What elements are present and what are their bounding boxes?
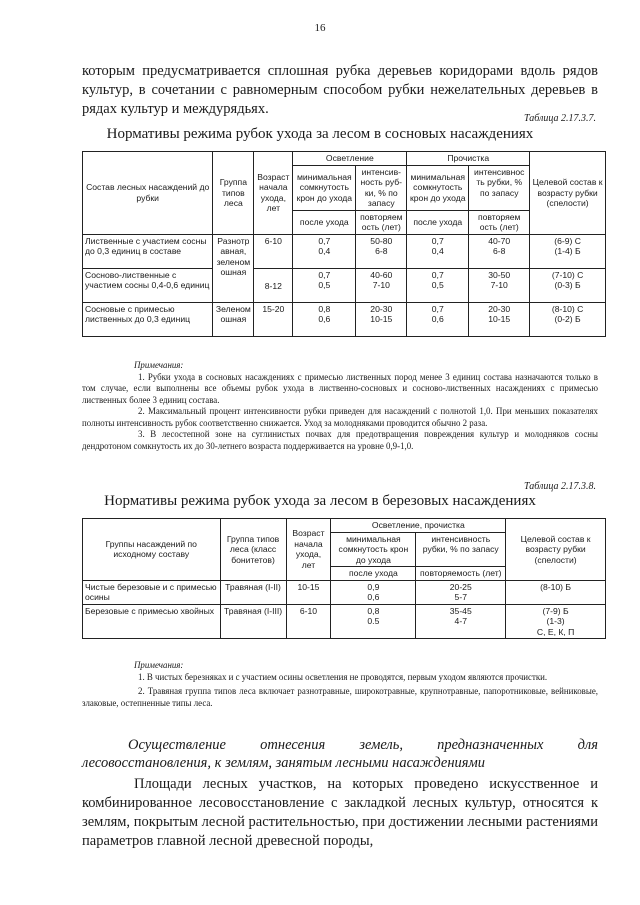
table1-cell-c-after: 0,5 [431, 280, 444, 290]
table1-cell-l-rep: 7-10 [372, 280, 390, 290]
section-heading-line-2: лесовосстановления, к землям, занятым лесными насаждениями [82, 755, 486, 771]
table2-cell-rep: 4-7 [454, 616, 467, 626]
table1-cell-li [356, 234, 407, 268]
table1-cell-group: Зеленом ошная [213, 302, 254, 336]
table1-cell-c [407, 234, 469, 268]
table1-header-composition: Состав лесных насаждений до рубки [83, 152, 213, 235]
table2-label: Таблица 2.17.3.8. [524, 481, 596, 492]
table1-cell-l [293, 268, 356, 302]
table2-cell-group: Чистые березовые и с примесью осины [83, 580, 221, 604]
table1-cell-ci [469, 234, 530, 268]
table1-cell-c-rep: 10-15 [488, 314, 511, 324]
table1-notes [82, 360, 598, 452]
table1-cell-target-1: (6-9) С [554, 235, 581, 246]
table2-cell-min: 0,8 [367, 605, 380, 616]
table1-cell-c [407, 302, 469, 336]
table2-cell-type: Травяная (I-II) [220, 580, 286, 604]
table1-cell-c-rep: 7-10 [490, 280, 508, 290]
table1-cell-composition: Сосново-лиственные с участием сосны 0,4-0,6 единиц [83, 268, 213, 302]
table1-note-3: 3. В лесостепной зоне на суглинистых почвах для предотвращения повреждения культур и молодняков сосны дендротоном сомкнутость их до 30-летнего возраста поддерживается на уровне 0,9-1,0. [82, 429, 598, 451]
table2-cell-age: 10-15 [286, 580, 331, 604]
table2-cell-target-2: (1-3) [546, 616, 565, 626]
table2-cell-after: 0,6 [367, 592, 380, 602]
table-row [83, 580, 606, 604]
table1-note-1: 1. Рубки ухода в сосновых насаждениях с примесью лиственных пород менее 3 единиц состава назначаются только в том случае, если выполнены все объемы рубок ухода в лиственно-сосновых и сосново-лиственных насаждениях с примесью лиственных более 3 единиц состава. [82, 371, 598, 405]
table1-cell-ci [469, 302, 530, 336]
table1-cell-target [530, 302, 606, 336]
table2-cell-int: 35-45 [449, 605, 472, 616]
table2-cell-target [506, 580, 606, 604]
table2-header-group-types: Группа типов леса (класс бонитетов) [220, 519, 286, 581]
table1-cell-composition: Лиственные с участием сосны до 0,3 единиц в составе [83, 234, 213, 268]
table2-cell-after: 0.5 [367, 616, 380, 626]
table2-cell-rep: 5-7 [454, 592, 467, 602]
table1-header-lightening: Осветление [293, 152, 407, 166]
table1-cell-l-min: 0,8 [318, 303, 331, 314]
table1-header-target: Целевой состав к возрасту рубки (спелости) [530, 152, 606, 235]
table2-cell-target [506, 604, 606, 639]
page-number: 16 [314, 22, 326, 34]
table1-cell-c-after: 0,4 [431, 246, 444, 256]
table2-header-min: минимальная сомкнутость крон до ухода [331, 532, 416, 567]
table2-cell-m [331, 580, 416, 604]
table1-header-age: Возраст начала ухода, лет [254, 152, 293, 235]
heading-word: земель, [359, 737, 403, 753]
heading-word: отнесения [260, 737, 326, 753]
table1-cell-c-int: 40-70 [488, 235, 511, 246]
table1-cell-c-min: 0,7 [431, 269, 444, 280]
table1-header-c-repeat: повторяем ость (лет) [469, 210, 530, 234]
table1-cell-l-after: 0,6 [318, 314, 331, 324]
table2-cell-group: Березовые с примесью хвойных [83, 604, 221, 639]
table1-cell-c [407, 268, 469, 302]
table2-cell-target-1: (8-10) Б [540, 581, 572, 592]
table2-cell-min: 0,9 [367, 581, 380, 592]
table1-cell-c-int: 30-50 [488, 269, 511, 280]
table1-cell-target-1: (7-10) С [551, 269, 584, 280]
table2-header-light-clean: Осветление, прочистка [331, 519, 506, 533]
table1-header-group: Группа типов леса [213, 152, 254, 235]
table1-cell-target [530, 234, 606, 268]
table2-header-groups: Группы насаждений по исходному составу [83, 519, 221, 581]
table1-label: Таблица 2.17.3.7. [524, 113, 596, 124]
section-heading-line-1 [82, 736, 598, 754]
table1-cell-c-min: 0,7 [431, 235, 444, 246]
table2 [82, 518, 606, 639]
table1-header-l-intensity: интенсив-ность руб-ки, % по запасу [356, 165, 407, 210]
section-heading [82, 736, 598, 772]
table1-cell-target-2: (0-2) Б [554, 314, 581, 324]
table-row [83, 604, 606, 639]
table1-header-c-intensity: интенсивнос ть рубки, % по запасу [469, 165, 530, 210]
table1-cell-group: Разнотр авная, зеленом ошная [213, 234, 254, 302]
table2-notes-title: Примечания: [134, 660, 184, 670]
table2-note-1: 1. В чистых березняках и с участием осины осветления не проводятся, первым уходом являются прочистки. [138, 671, 548, 682]
table2-note-2: 2. Травяная группа типов леса включает разнотравные, широкотравные, крупнотравные, папоротниковые, вейниковые, злаковые, остепненные типы леса. [82, 686, 598, 708]
heading-word: для [577, 737, 598, 753]
table2-header-repeat: повторяемость (лет) [416, 567, 506, 581]
table1-note-2: 2. Максимальный процент интенсивности рубки приведен для насаждений с полнотой 1,0. При меньших показателях полноты интенсивность рубок соответственно снижается. Уход за молодняками проводится обычно 2 раза. [82, 406, 598, 428]
table1-cell-l-min: 0,7 [318, 235, 331, 246]
table1-cell-l-int: 40-60 [370, 269, 393, 280]
table1-cell-c-int: 20-30 [488, 303, 511, 314]
table1-cell-target-2: (0-3) Б [554, 280, 581, 290]
table1-cell-target-2: (1-4) Б [554, 246, 581, 256]
table1-header-l-min: минимальная сомкнутость крон до ухода [293, 165, 356, 210]
table2-header-target: Целевой состав к возрасту рубки (спелости) [506, 519, 606, 581]
table2-cell-age: 6-10 [286, 604, 331, 639]
table1-cell-l-after: 0,4 [318, 246, 331, 256]
table1-header-c-min: минимальная сомкнутость крон до ухода [407, 165, 469, 210]
table1-cell-c-rep: 6-8 [493, 246, 506, 256]
table1-header-l-after: после ухода [293, 210, 356, 234]
table1-cell-age: 15-20 [254, 302, 293, 336]
table1-cell-composition: Сосновые с примесью лиственных до 0,3 единиц [83, 302, 213, 336]
table1-cell-li [356, 268, 407, 302]
table2-cell-m [331, 604, 416, 639]
table1-cell-l-min: 0,7 [318, 269, 331, 280]
table1-title: Нормативы режима рубок ухода за лесом в сосновых насаждениях [106, 126, 534, 142]
table2-cell-i [416, 604, 506, 639]
table1-cell-l [293, 234, 356, 268]
table1-header-c-after: после ухода [407, 210, 469, 234]
table1-cell-age: 6-10 [254, 234, 293, 268]
table2-cell-type: Травяная (I-III) [220, 604, 286, 639]
table1-cell-l-rep: 10-15 [370, 314, 393, 324]
heading-word: предназначенных [437, 737, 544, 753]
table1-cell-l-int: 50-80 [370, 235, 393, 246]
table2-header-after: после ухода [331, 567, 416, 581]
table1-cell-l-after: 0,5 [318, 280, 331, 290]
table2-header-age: Возраст начала ухода, лет [286, 519, 331, 581]
table1-cell-l-int: 20-30 [370, 303, 393, 314]
table1-cell-age: 8-12 [254, 268, 293, 302]
table-row [83, 302, 606, 336]
table-row [83, 268, 606, 302]
table2-cell-i [416, 580, 506, 604]
table2-cell-target-3: С, Е, К, П [536, 626, 575, 637]
table1-cell-c-min: 0,7 [431, 303, 444, 314]
table1-header-cleaning: Прочистка [407, 152, 530, 166]
table2-notes [82, 660, 598, 709]
table1-notes-title: Примечания: [134, 360, 184, 370]
body-paragraph: Площади лесных участков, на которых проведено искусственное и комбинированное лесовосстановление с закладкой лесных культур, относятся к землям, покрытым лесной растительностью, при достижении лесными растениями параметров главной лесной древесной породы, [82, 776, 598, 849]
table2-title: Нормативы режима рубок ухода за лесом в березовых насаждениях [104, 493, 536, 509]
table2-cell-int: 20-25 [449, 581, 472, 592]
table1-cell-li [356, 302, 407, 336]
intro-paragraph: которым предусматривается сплошная рубка деревьев коридорами вдоль рядов культур, в сочетании с равномерным способом рубки нежелательных деревьев в рядах культур и междурядьях. [82, 63, 598, 117]
table1 [82, 151, 606, 337]
table-row [83, 234, 606, 268]
table2-cell-target-1: (7-9) Б [542, 605, 569, 616]
table1-header-l-repeat: повторяем ость (лет) [356, 210, 407, 234]
heading-word: Осуществление [128, 737, 226, 753]
table1-cell-ci [469, 268, 530, 302]
table1-cell-l [293, 302, 356, 336]
table1-cell-target [530, 268, 606, 302]
table1-cell-l-rep: 6-8 [375, 246, 388, 256]
table2-header-intensity: интенсивность рубки, % по запасу [416, 532, 506, 567]
table1-cell-c-after: 0,6 [431, 314, 444, 324]
table1-cell-target-1: (8-10) С [551, 303, 584, 314]
